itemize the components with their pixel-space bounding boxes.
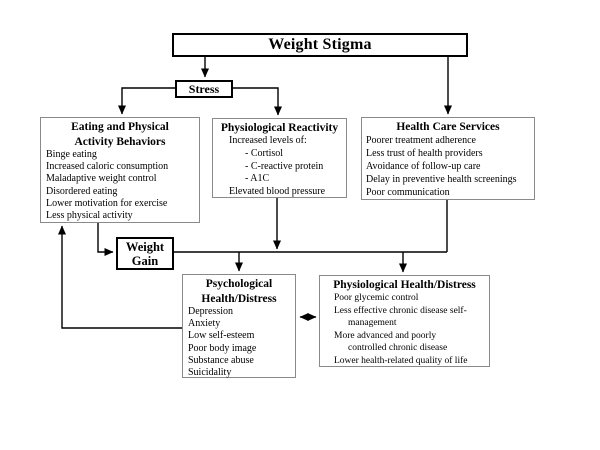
psychological-distress-items (183, 306, 295, 379)
weight-stigma-box (172, 33, 468, 57)
list-item-continuation: management (348, 318, 397, 329)
list-item: Suicidality (188, 367, 232, 379)
list-item: Low self-esteem (188, 330, 255, 342)
list-item: Less effective chronic disease self- (334, 305, 467, 316)
list-item: Poor communication (366, 187, 450, 198)
list-item: Avoidance of follow-up care (366, 161, 481, 172)
list-item: - C-reactive protein (245, 160, 324, 172)
list-item: More advanced and poorly (334, 330, 437, 341)
list-item: - Cortisol (245, 147, 284, 159)
weight-gain-label: Weight Gain (125, 239, 165, 268)
psychological-distress-title: Psychological Health/Distress (201, 278, 277, 305)
arrow-eating-to-weight-gain (98, 223, 113, 252)
arrow-stress-to-physiological-reactivity (233, 88, 278, 115)
list-item: Poor glycemic control (334, 293, 419, 303)
list-item: Substance abuse (188, 354, 254, 366)
list-item: Delay in preventive health screenings (366, 174, 517, 185)
weight-gain-box (116, 237, 174, 270)
eating-behaviors-items (41, 149, 199, 222)
health-care-services-box (361, 117, 535, 200)
list-item: Increased caloric consumption (46, 161, 169, 173)
list-item: Anxiety (188, 318, 221, 330)
list-item: Depression (188, 306, 233, 317)
psychological-distress-box (182, 274, 296, 378)
list-item: Poorer treatment adherence (366, 135, 476, 146)
physiological-reactivity-title: Physiological Reactivity (220, 122, 339, 134)
eating-behaviors-title: Eating and Physical Activity Behaviors (71, 121, 169, 148)
list-item: Disordered eating (46, 185, 118, 197)
arrow-stress-to-eating (122, 88, 175, 114)
physiological-reactivity-box (212, 118, 347, 198)
reactivity-subtitle: Increased levels of: (229, 135, 307, 146)
list-item: Binge eating (46, 149, 97, 160)
list-item-continuation: controlled chronic disease (348, 343, 448, 354)
health-care-services-items (362, 134, 534, 199)
weight-stigma-label: Weight Stigma (268, 36, 372, 53)
list-item: Lower motivation for exercise (46, 197, 168, 209)
list-item: Less trust of health providers (366, 148, 483, 159)
list-item: Lower health-related quality of life (334, 355, 468, 366)
stress-label: Stress (188, 81, 220, 96)
list-item: - A1C (245, 173, 270, 185)
health-care-services-title: Health Care Services (396, 121, 500, 133)
stress-box (175, 80, 233, 98)
list-item: Elevated blood pressure (229, 186, 326, 198)
list-item: Less physical activity (46, 210, 133, 222)
list-item: Poor body image (188, 342, 257, 354)
list-item: Maladaptive weight control (46, 173, 157, 185)
physiological-distress-box (319, 275, 490, 367)
eating-behaviors-box (40, 117, 200, 223)
physiological-distress-title: Physiological Health/Distress (333, 279, 476, 291)
